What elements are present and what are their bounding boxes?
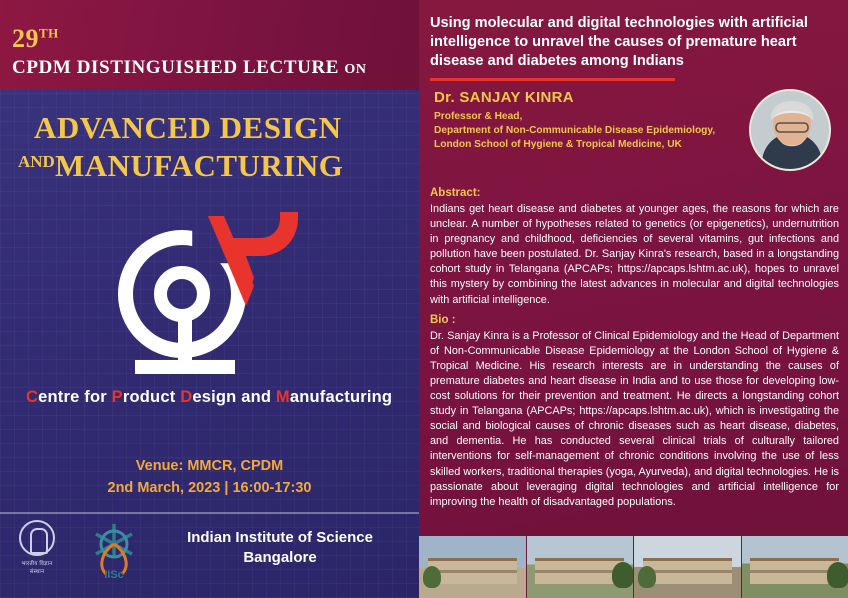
lecture-series-main: CPDM DISTINGUISHED LECTURE [12,57,340,78]
centre-t4: anufacturing [289,388,393,406]
abstract-text: Indians get heart disease and diabetes at younger ages, the reasons for which are unclear. A number of hypotheses related to genetics (or epigenetics), undernutrition in pregnancy and childhood, deficiencies of several vitamins, gut infections and pollution have been postulated. Dr. Sanjay Kinra's research, based in a longstanding cohort study in Telangana (APCAPs; https://apcaps.lshtm.ac.uk), hopes to unravel this mystery by combining the latest advances in molecular and digital technologies with artificial intelligence. [430,203,839,306]
tree-shape [638,566,656,588]
lecture-series-on: ON [344,62,367,77]
campus-photo-1 [419,536,526,598]
datetime-text: 2nd March, 2023 | 16:00-17:30 [107,480,312,496]
footer-divider [0,512,419,514]
institute-line-2: Bangalore [243,549,317,566]
centre-t1: entre for [38,388,112,406]
institute-line-1: Indian Institute of Science [187,529,373,546]
centre-full-name [26,388,416,407]
left-panel [0,0,419,598]
centre-m: M [275,388,290,406]
talk-title: Using molecular and digital technologies with artificial intelligence to unravel the causes of premature heart disease and diabetes among Indians [430,15,808,69]
speaker-name: Dr. SANJAY KINRA [434,89,574,106]
centre-c: C [26,388,39,406]
lecture-number-value: 29 [12,24,39,53]
poster-title-and: AND [18,152,55,171]
centre-d: D [180,388,193,406]
iisc-logo [84,518,144,580]
right-panel [419,0,848,598]
institute-name [150,528,410,568]
logo-red-check-icon [202,208,306,316]
campus-photo-3 [633,536,741,598]
centre-p: P [111,388,123,406]
title-underline [430,78,675,81]
lecture-number [12,24,59,54]
lecture-series [12,57,367,79]
affiliation-line-1: Professor & Head, [434,111,523,122]
speaker-photo [749,89,831,171]
affiliation-line-2: Department of Non-Communicable Disease Epidemiology, [434,125,716,136]
bio-text: Dr. Sanjay Kinra is a Professor of Clinical Epidemiology and the Head of Department of Non-Communicable Disease Epidemiology at the London School of Hygiene & Tropical Medicine. His research interests are in understanding the causes of premature diabetes and heart disease in India and to use those for developing low-cost solutions for their prevention and treatment. He directs a longstanding cohort study in Telangana (APCAPs; https://apcaps.lshtm.ac.uk), which is investigating the social and biological causes of chronic diseases such as heart disease, diabetes, and dementia. He has conducted several clinical trials of culturally tailored interventions for self-management of chronic conditions involving the use of less skilled workers, traditional therapies (yoga, Ayurveda), and digital technologies. He is passionate about leveraging digital technologies and artificial intelligence for improving the health of disadvantaged populations. [430,329,839,508]
tree-shape [827,562,848,588]
building-shape [750,558,839,584]
speaker-affiliation [434,110,724,152]
emblem-seal-icon [19,520,55,556]
centre-t2: roduct [122,388,181,406]
abstract-label: Abstract: [430,187,481,199]
campus-photo-2 [526,536,634,598]
poster-title-line-2: MANUFACTURING [55,148,344,183]
emblem-caption: भारतीय विज्ञान संस्थान [21,561,53,575]
venue-block [0,455,419,499]
iisc-wordmark: IISc [104,569,124,580]
logo-base [135,360,235,374]
venue-text: Venue: MMCR, CPDM [135,458,284,474]
cpdm-logo [118,208,308,383]
lecture-number-suffix: TH [39,25,59,41]
campus-photo-strip [419,536,848,598]
campus-photo-4 [741,536,848,598]
poster-title-line-1: ADVANCED DESIGN [34,110,342,145]
tree-shape [423,566,441,588]
tree-shape [612,562,633,588]
bio-label: Bio : [430,313,456,326]
affiliation-line-3: London School of Hygiene & Tropical Medicine, UK [434,139,682,150]
iisc-emblem [14,520,60,582]
centre-t3: esign and [192,388,276,406]
speaker-block [430,89,839,181]
building-shape [535,558,624,584]
